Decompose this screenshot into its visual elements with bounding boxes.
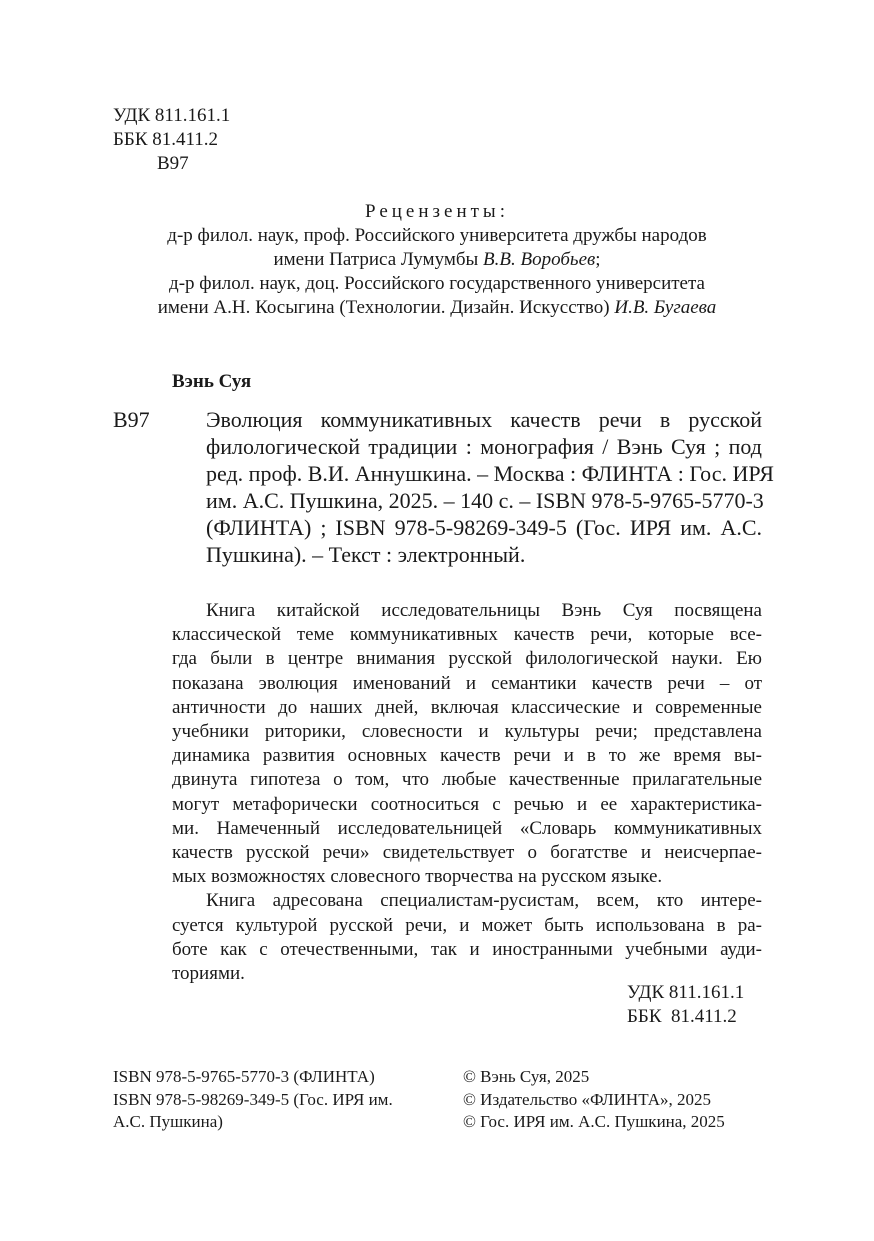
abstract-line: учебники риторики, словесности и культуры речи; представлена bbox=[172, 721, 762, 743]
entry-line: (ФЛИНТА) ; ISBN 978-5-98269-349-5 (Гос. ИРЯ им. А.С. bbox=[206, 515, 762, 540]
abstract bbox=[172, 599, 762, 986]
abstract-line: двинута гипотеза о том, что любые качественные прилагательные bbox=[172, 769, 762, 791]
footer-bbk-code: ББК 81.411.2 bbox=[627, 1006, 737, 1027]
abstract-line: гда были в центре внимания русской филологической науки. Ею bbox=[172, 648, 762, 670]
reviewers-block bbox=[100, 200, 774, 320]
reviewer-1-affiliation: имени Патриса Лумумбы bbox=[273, 249, 484, 270]
reviewer-2-line-2 bbox=[100, 296, 774, 320]
bbk-code: ББК 81.411.2 bbox=[113, 129, 219, 150]
abstract-line: ми. Намеченный исследовательницей «Словарь коммуникативных bbox=[172, 817, 762, 839]
footer-classification-codes bbox=[627, 981, 744, 1029]
reviewer-2-affiliation: имени А.Н. Косыгина (Технологии. Дизайн. Искусство) bbox=[157, 297, 615, 318]
reviewer-1-separator: ; bbox=[595, 249, 601, 270]
udk-code: УДК 811.161.1 bbox=[113, 105, 231, 126]
abstract-line: античности до наших дней, включая классические и современные bbox=[172, 696, 762, 718]
author-name: Вэнь Суя bbox=[172, 371, 252, 392]
abstract-line: показана эволюция именований и семантики качеств речи – от bbox=[172, 672, 762, 694]
abstract-line: динамика развития основных качеств речи и в то же время вы- bbox=[172, 745, 762, 767]
entry-line: Пушкина). – Текст : электронный. bbox=[206, 542, 526, 567]
reviewer-1-name: В.В. Воробьев bbox=[483, 249, 596, 270]
entry-line: филологической традиции : монография / Вэнь Суя ; под bbox=[206, 434, 762, 459]
author-sign: В97 bbox=[157, 153, 189, 174]
copyright-line: © Вэнь Суя, 2025 bbox=[463, 1067, 590, 1086]
abstract-line: ториями. bbox=[172, 963, 245, 985]
isbn-block bbox=[113, 1066, 393, 1134]
abstract-line: Книга китайской исследовательницы Вэнь Суя посвящена bbox=[206, 600, 762, 621]
copyright-line: © Издательство «ФЛИНТА», 2025 bbox=[463, 1089, 712, 1109]
entry-line: ред. проф. В.И. Аннушкина. – Москва : ФЛИНТА : Гос. ИРЯ bbox=[206, 461, 774, 486]
entry-line: им. А.С. Пушкина, 2025. – 140 с. – ISBN 978-5-9765-5770-3 bbox=[206, 488, 764, 513]
abstract-line: качеств русской речи» свидетельствует о богатстве и неисчерпае- bbox=[172, 842, 762, 864]
abstract-line: мых возможностях словесного творчества на русском языке. bbox=[172, 866, 663, 888]
isbn-line: ISBN 978-5-9765-5770-3 (ФЛИНТА) bbox=[113, 1067, 375, 1086]
reviewer-2-name: И.В. Бугаева bbox=[614, 297, 717, 318]
abstract-line: Книга адресована специалистам-русистам, всем, кто интере- bbox=[206, 890, 762, 912]
isbn-line: ISBN 978-5-98269-349-5 (Гос. ИРЯ им. bbox=[113, 1089, 393, 1109]
reviewer-1-line-2 bbox=[100, 248, 774, 272]
abstract-line: суется культурой русской речи, и может быть использована в ра- bbox=[172, 914, 762, 936]
entry-author-sign: В97 bbox=[113, 407, 150, 432]
footer-udk-code: УДК 811.161.1 bbox=[627, 982, 745, 1003]
reviewers-heading: Рецензенты: bbox=[365, 201, 509, 222]
classification-codes bbox=[113, 104, 230, 176]
isbn-line: А.С. Пушкина) bbox=[113, 1112, 223, 1131]
reviewer-2-line-1: д-р филол. наук, доц. Российского государственного университета bbox=[169, 273, 705, 294]
bibliographic-entry bbox=[206, 406, 774, 568]
copyright-block bbox=[463, 1066, 725, 1134]
abstract-line: боте как с отечественными, так и иностранными учебными ауди- bbox=[172, 938, 762, 960]
abstract-line: классической теме коммуникативных качеств речи, которые все- bbox=[172, 624, 762, 646]
entry-line: Эволюция коммуникативных качеств речи в русской bbox=[206, 407, 762, 432]
copyright-line: © Гос. ИРЯ им. А.С. Пушкина, 2025 bbox=[463, 1112, 725, 1131]
abstract-line: могут метафорически соотноситься с речью и ее характеристика- bbox=[172, 793, 762, 815]
reviewer-1-line-1: д-р филол. наук, проф. Российского университета дружбы народов bbox=[167, 225, 707, 246]
